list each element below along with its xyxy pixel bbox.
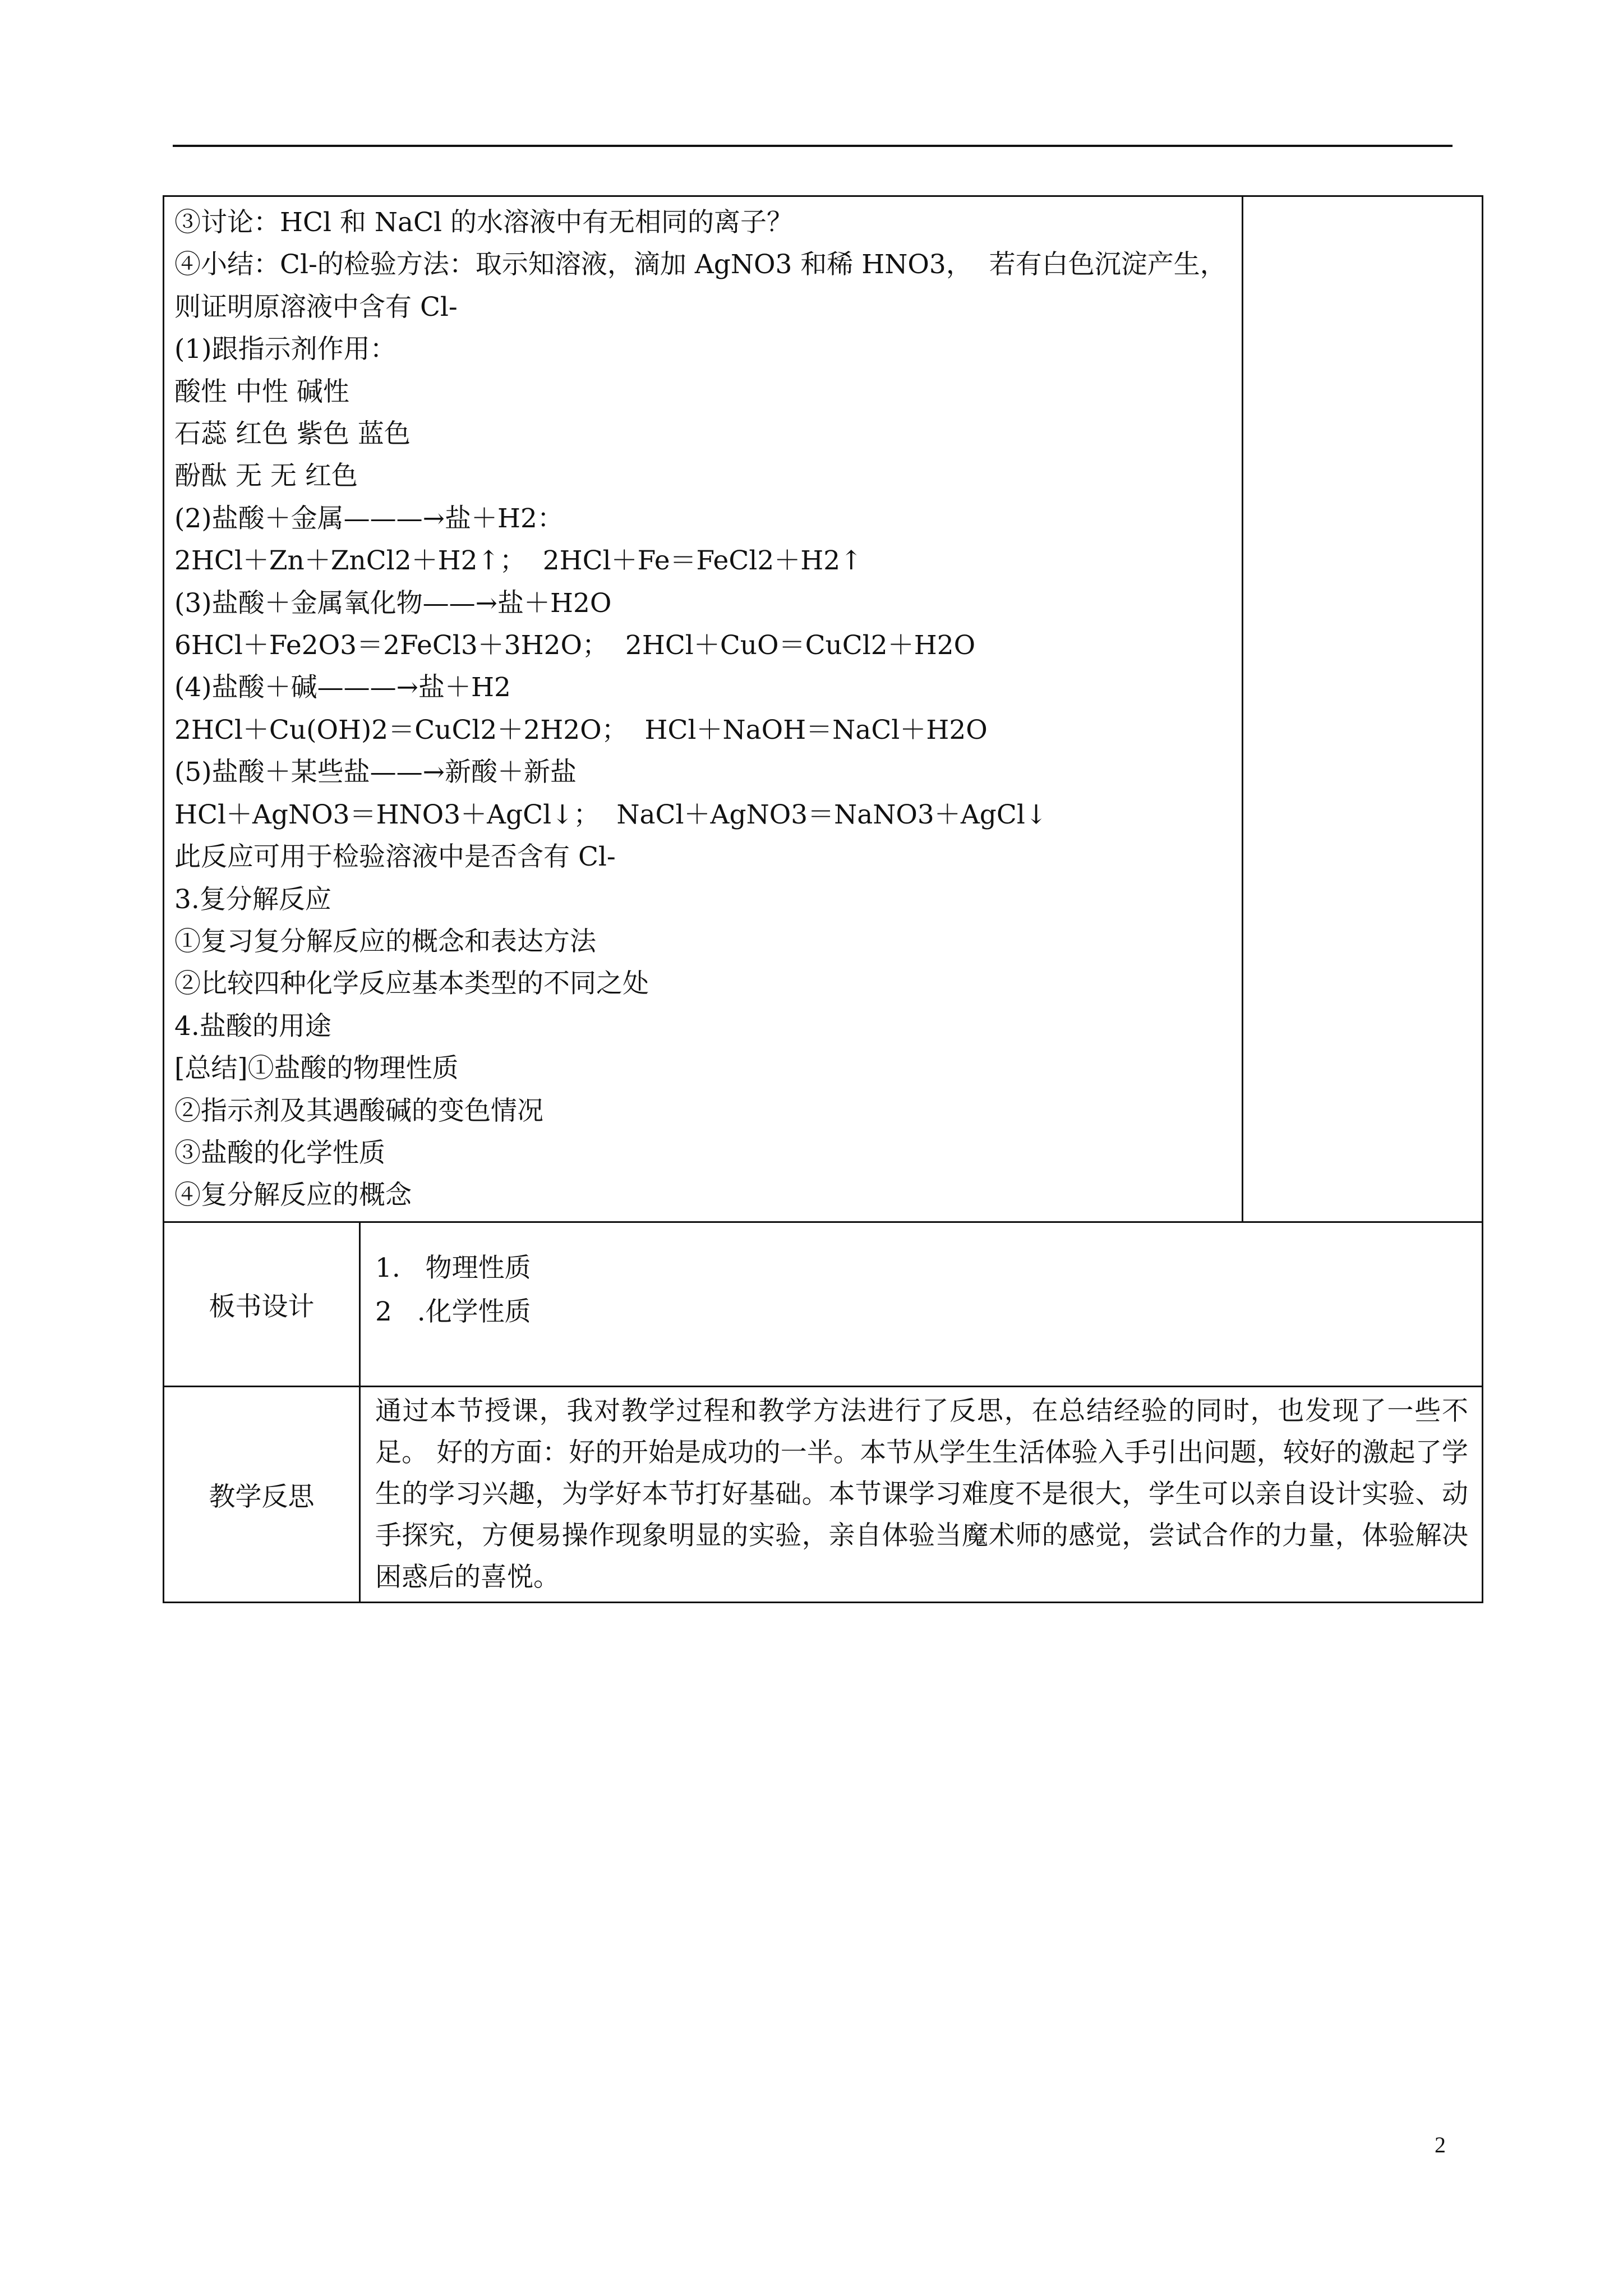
process-line: ①复习复分解反应的概念和表达方法: [174, 926, 596, 957]
process-line: 2HCl＋Zn＋ZnCl2＋H2↑； 2HCl＋Fe＝FeCl2＋H2↑: [174, 545, 863, 577]
process-line: ④复分解反应的概念: [174, 1180, 412, 1211]
process-line: ②指示剂及其遇酸碱的变色情况: [174, 1095, 543, 1126]
process-line: 2HCl＋Cu(OH)2＝CuCl2＋2H2O； HCl＋NaOH＝NaCl＋H2O: [174, 714, 988, 746]
teaching-process-cell: [164, 196, 1243, 1222]
process-line: ③讨论：HCl 和 NaCl 的水溶液中有无相同的离子？: [174, 207, 793, 238]
process-line: 酸性 中性 碱性: [174, 376, 349, 407]
board-design-label: 板书设计: [164, 1222, 360, 1387]
process-line: 3.复分解反应: [174, 884, 331, 915]
process-line: ②比较四种化学反应基本类型的不同之处: [174, 968, 649, 1000]
process-line: (4)盐酸＋碱———→盐＋H2: [174, 672, 511, 703]
reflection-row: [164, 1387, 1483, 1603]
board-design-row: [164, 1222, 1483, 1387]
process-line: [总结]①盐酸的物理性质: [174, 1053, 459, 1084]
process-line: 6HCl＋Fe2O3＝2FeCl3＋3H2O； 2HCl＋CuO＝CuCl2＋H2O: [174, 630, 976, 661]
process-line: ③盐酸的化学性质: [174, 1137, 385, 1168]
process-line: 此反应可用于检验溶液中是否含有 Cl-: [174, 841, 616, 873]
board-design-line: 1. 物理性质: [375, 1253, 531, 1283]
reflection-label: 教学反思: [164, 1387, 360, 1603]
process-line: (2)盐酸＋金属———→盐＋H2：: [174, 503, 564, 534]
process-line: ④小结：Cl-的检验方法：取示知溶液，滴加 AgNO3 和稀 HNO3， 若有白色沉淀产生，: [174, 249, 1227, 280]
teaching-process-lines: [174, 201, 1242, 1217]
process-line: HCl＋AgNO3＝HNO3＋AgCl↓； NaCl＋AgNO3＝NaNO3＋AgCl↓: [174, 799, 1048, 830]
process-line: 则证明原溶液中含有 Cl-: [174, 291, 458, 323]
lesson-plan-table: [163, 195, 1483, 1603]
notes-cell: [1243, 196, 1483, 1222]
process-line: (1)跟指示剂作用：: [174, 334, 396, 365]
teaching-process-row: [164, 196, 1483, 1222]
process-line: 石蕊 红色 紫色 蓝色: [174, 418, 411, 450]
process-line: (3)盐酸＋金属氧化物——→盐＋H2O: [174, 587, 612, 619]
page-number: 2: [1435, 2132, 1446, 2157]
reflection-text: 通过本节授课，我对教学过程和教学方法进行了反思，在总结经验的同时，也发现了一些不足。 好的方面：好的开始是成功的一半。本节从学生生活体验入手引出问题，较好的激起了学生的学习兴趣，为学好本节打好基础。本节课学习难度不是很大，学生可以亲自设计实验、动手探究，方便易操作现象明显的实验，亲自体验当魔术师的感觉，尝试合作的力量，体验解决困惑后的喜悦。: [375, 1396, 1468, 1593]
board-design-content: [360, 1222, 1483, 1387]
reflection-content: [360, 1387, 1483, 1603]
header-rule: [173, 145, 1453, 147]
process-line: (5)盐酸＋某些盐——→新酸＋新盐: [174, 757, 577, 788]
board-design-line: 2 .化学性质: [375, 1296, 531, 1327]
process-line: 4.盐酸的用途: [174, 1010, 331, 1042]
process-line: 酚酞 无 无 红色: [174, 461, 358, 492]
